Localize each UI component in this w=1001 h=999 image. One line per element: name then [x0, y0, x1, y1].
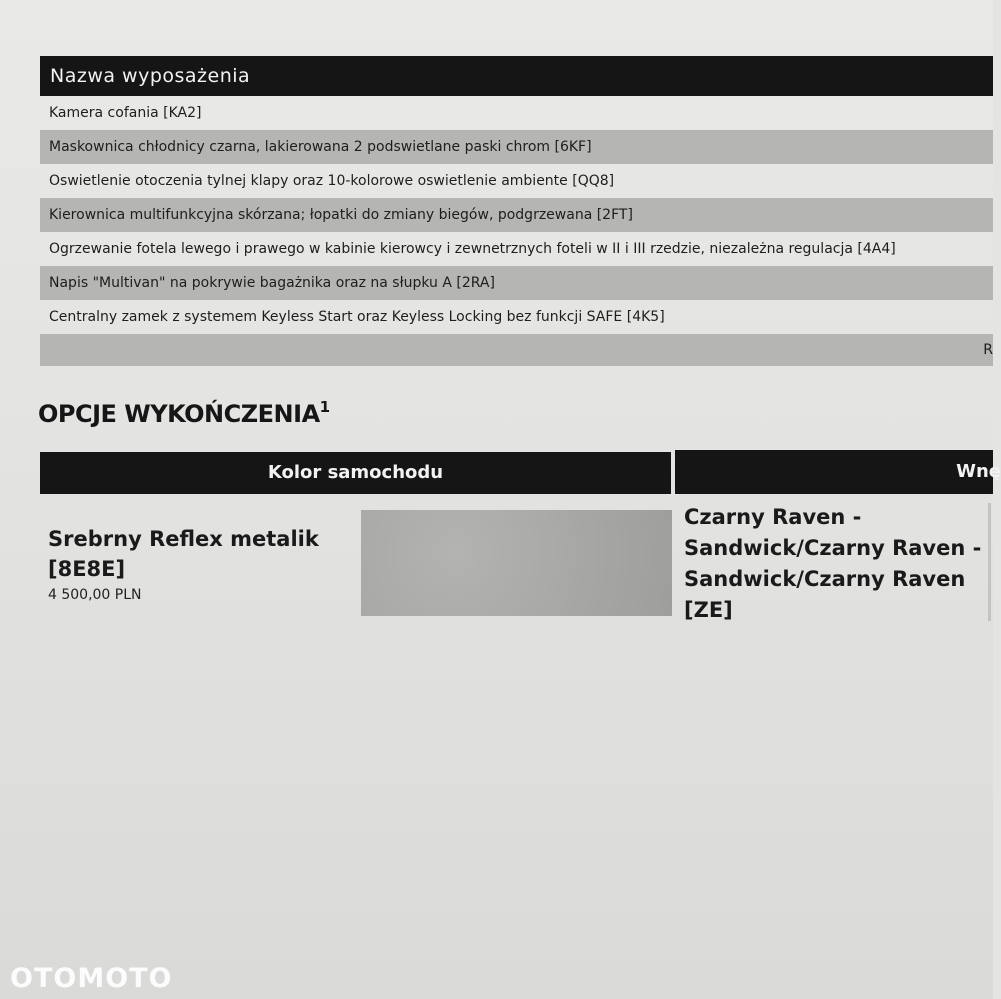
- equipment-table: [40, 56, 993, 366]
- equipment-row-empty: [40, 334, 993, 366]
- interior-column-header: [675, 450, 1001, 494]
- finish-options-title-text: OPCJE WYKOŃCZENIA: [38, 400, 320, 428]
- equipment-row: Kamera cofania [KA2]: [49, 105, 202, 121]
- color-name: Srebrny Reflex metalik [8E8E]: [48, 527, 319, 581]
- finish-options-title: [38, 398, 330, 428]
- table-divider: [988, 503, 991, 621]
- color-price: 4 500,00 PLN: [48, 587, 142, 603]
- equipment-row: Ogrzewanie fotela lewego i prawego w kabinie kierowcy i zewnetrznych foteli w II i III rzedzie, niezależna regulacja [4A4]: [49, 241, 896, 257]
- interior-name: Czarny Raven - Sandwick/Czarny Raven - Sandwick/Czarny Raven [ZE]: [684, 505, 982, 622]
- equipment-row: Oswietlenie otoczenia tylnej klapy oraz 10-kolorowe oswietlenie ambiente [QQ8]: [49, 173, 615, 189]
- equipment-table-header: Nazwa wyposażenia: [40, 56, 993, 96]
- finish-options-title-footnote: 1: [319, 398, 330, 416]
- interior-column-header-text: Wnę: [956, 461, 1001, 482]
- watermark-logo: OTOMOTO: [10, 963, 173, 994]
- equipment-row: Maskownica chłodnicy czarna, lakierowana 2 podswietlane paski chrom [6KF]: [40, 130, 993, 164]
- color-swatch: [361, 510, 672, 616]
- color-column-header: Kolor samochodu: [40, 452, 671, 494]
- equipment-row: Kierownica multifunkcyjna skórzana; łopatki do zmiany biegów, podgrzewana [2FT]: [40, 198, 993, 232]
- equipment-row: Napis "Multivan" na pokrywie bagażnika oraz na słupku A [2RA]: [40, 266, 993, 300]
- equipment-row-edge-text: R: [983, 342, 993, 358]
- equipment-row: Centralny zamek z systemem Keyless Start oraz Keyless Locking bez funkcji SAFE [4K5]: [49, 309, 665, 325]
